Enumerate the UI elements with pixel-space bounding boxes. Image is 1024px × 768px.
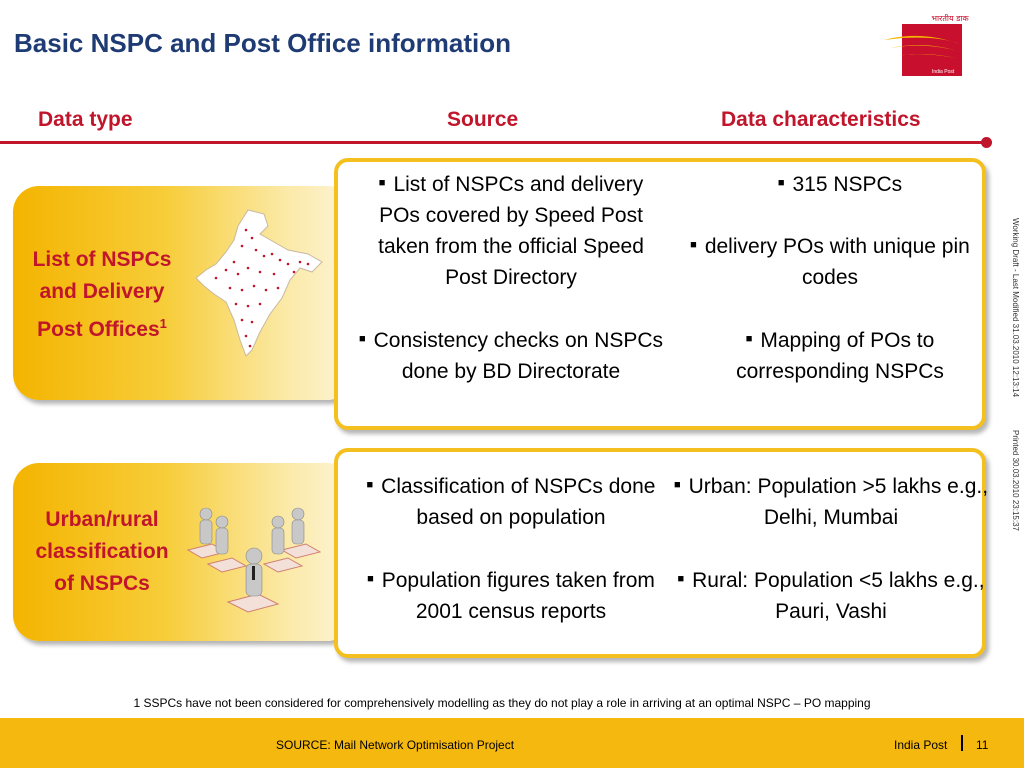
india-post-logo <box>880 10 988 82</box>
footnote: 1 SSPCs have not been considered for comprehensively modelling as they do not play a role in arriving at an optimal NSPC – PO mapping <box>133 696 871 710</box>
row-2-char-bullet-1: ■ Urban: Population >5 lakhs e.g., Delhi, Mumbai <box>673 475 989 529</box>
svg-text:India Post: India Post <box>932 69 955 75</box>
row-1-source-bullet-2: ■ Consistency checks on NSPCs done by BD Directorate <box>358 329 664 383</box>
bullet-square-icon: ■ <box>690 239 697 251</box>
bullet-square-icon: ■ <box>677 573 685 585</box>
row-1-char-bullet-3: ■ Mapping of POs to corresponding NSPCs <box>736 329 944 383</box>
row-1-source-bullet-1: ■ List of NSPCs and delivery POs covered by Speed Post taken from the official Speed Post Directory <box>378 173 644 289</box>
row-1-char-bullet-1: ■ 315 NSPCs <box>777 173 903 196</box>
header-data-characteristics: Data characteristics <box>721 108 921 131</box>
row-2-source-bullet-2: ■ Population figures taken from 2001 census reports <box>367 569 655 623</box>
people-hierarchy-icon <box>178 498 328 622</box>
row-2-label: Urban/rural classification of NSPCs <box>35 508 169 595</box>
header-source: Source <box>447 108 519 131</box>
page-title: Basic NSPC and Post Office information <box>14 28 511 58</box>
row-2-char-bullet-2: ■ Rural: Population <5 lakhs e.g., Pauri, Vashi <box>677 569 985 623</box>
header-rule-end-dot <box>981 137 992 148</box>
footer-source: SOURCE: Mail Network Optimisation Project <box>276 738 515 752</box>
bullet-square-icon: ■ <box>358 333 366 345</box>
bullet-square-icon: ■ <box>777 177 785 189</box>
header-rule <box>0 141 986 144</box>
bullet-square-icon: ■ <box>367 573 374 585</box>
printed-note: Printed 30.03.2010 23:15:37 <box>1011 430 1020 531</box>
svg-text:भारतीय डाक: भारतीय डाक <box>931 14 969 23</box>
footer-separator <box>961 735 963 751</box>
footer-brand: India Post <box>894 738 948 752</box>
bullet-square-icon: ■ <box>378 177 386 189</box>
row-1-char-bullet-2: ■ delivery POs with unique pin codes <box>690 235 970 289</box>
bullet-square-icon: ■ <box>366 479 374 491</box>
row-1-label: List of NSPCs and Delivery Post Offices$^1$ <box>32 248 172 341</box>
page-number: 11 <box>976 738 989 752</box>
working-draft-note: Working Draft - Last Modified 31.03.2010 12:13:14 <box>1011 218 1020 398</box>
bullet-square-icon: ■ <box>673 479 681 491</box>
india-map-icon <box>190 206 330 366</box>
header-data-type: Data type <box>38 108 133 131</box>
bullet-square-icon: ■ <box>745 333 753 345</box>
row-2-source-bullet-1: ■ Classification of NSPCs done based on population <box>366 475 656 529</box>
